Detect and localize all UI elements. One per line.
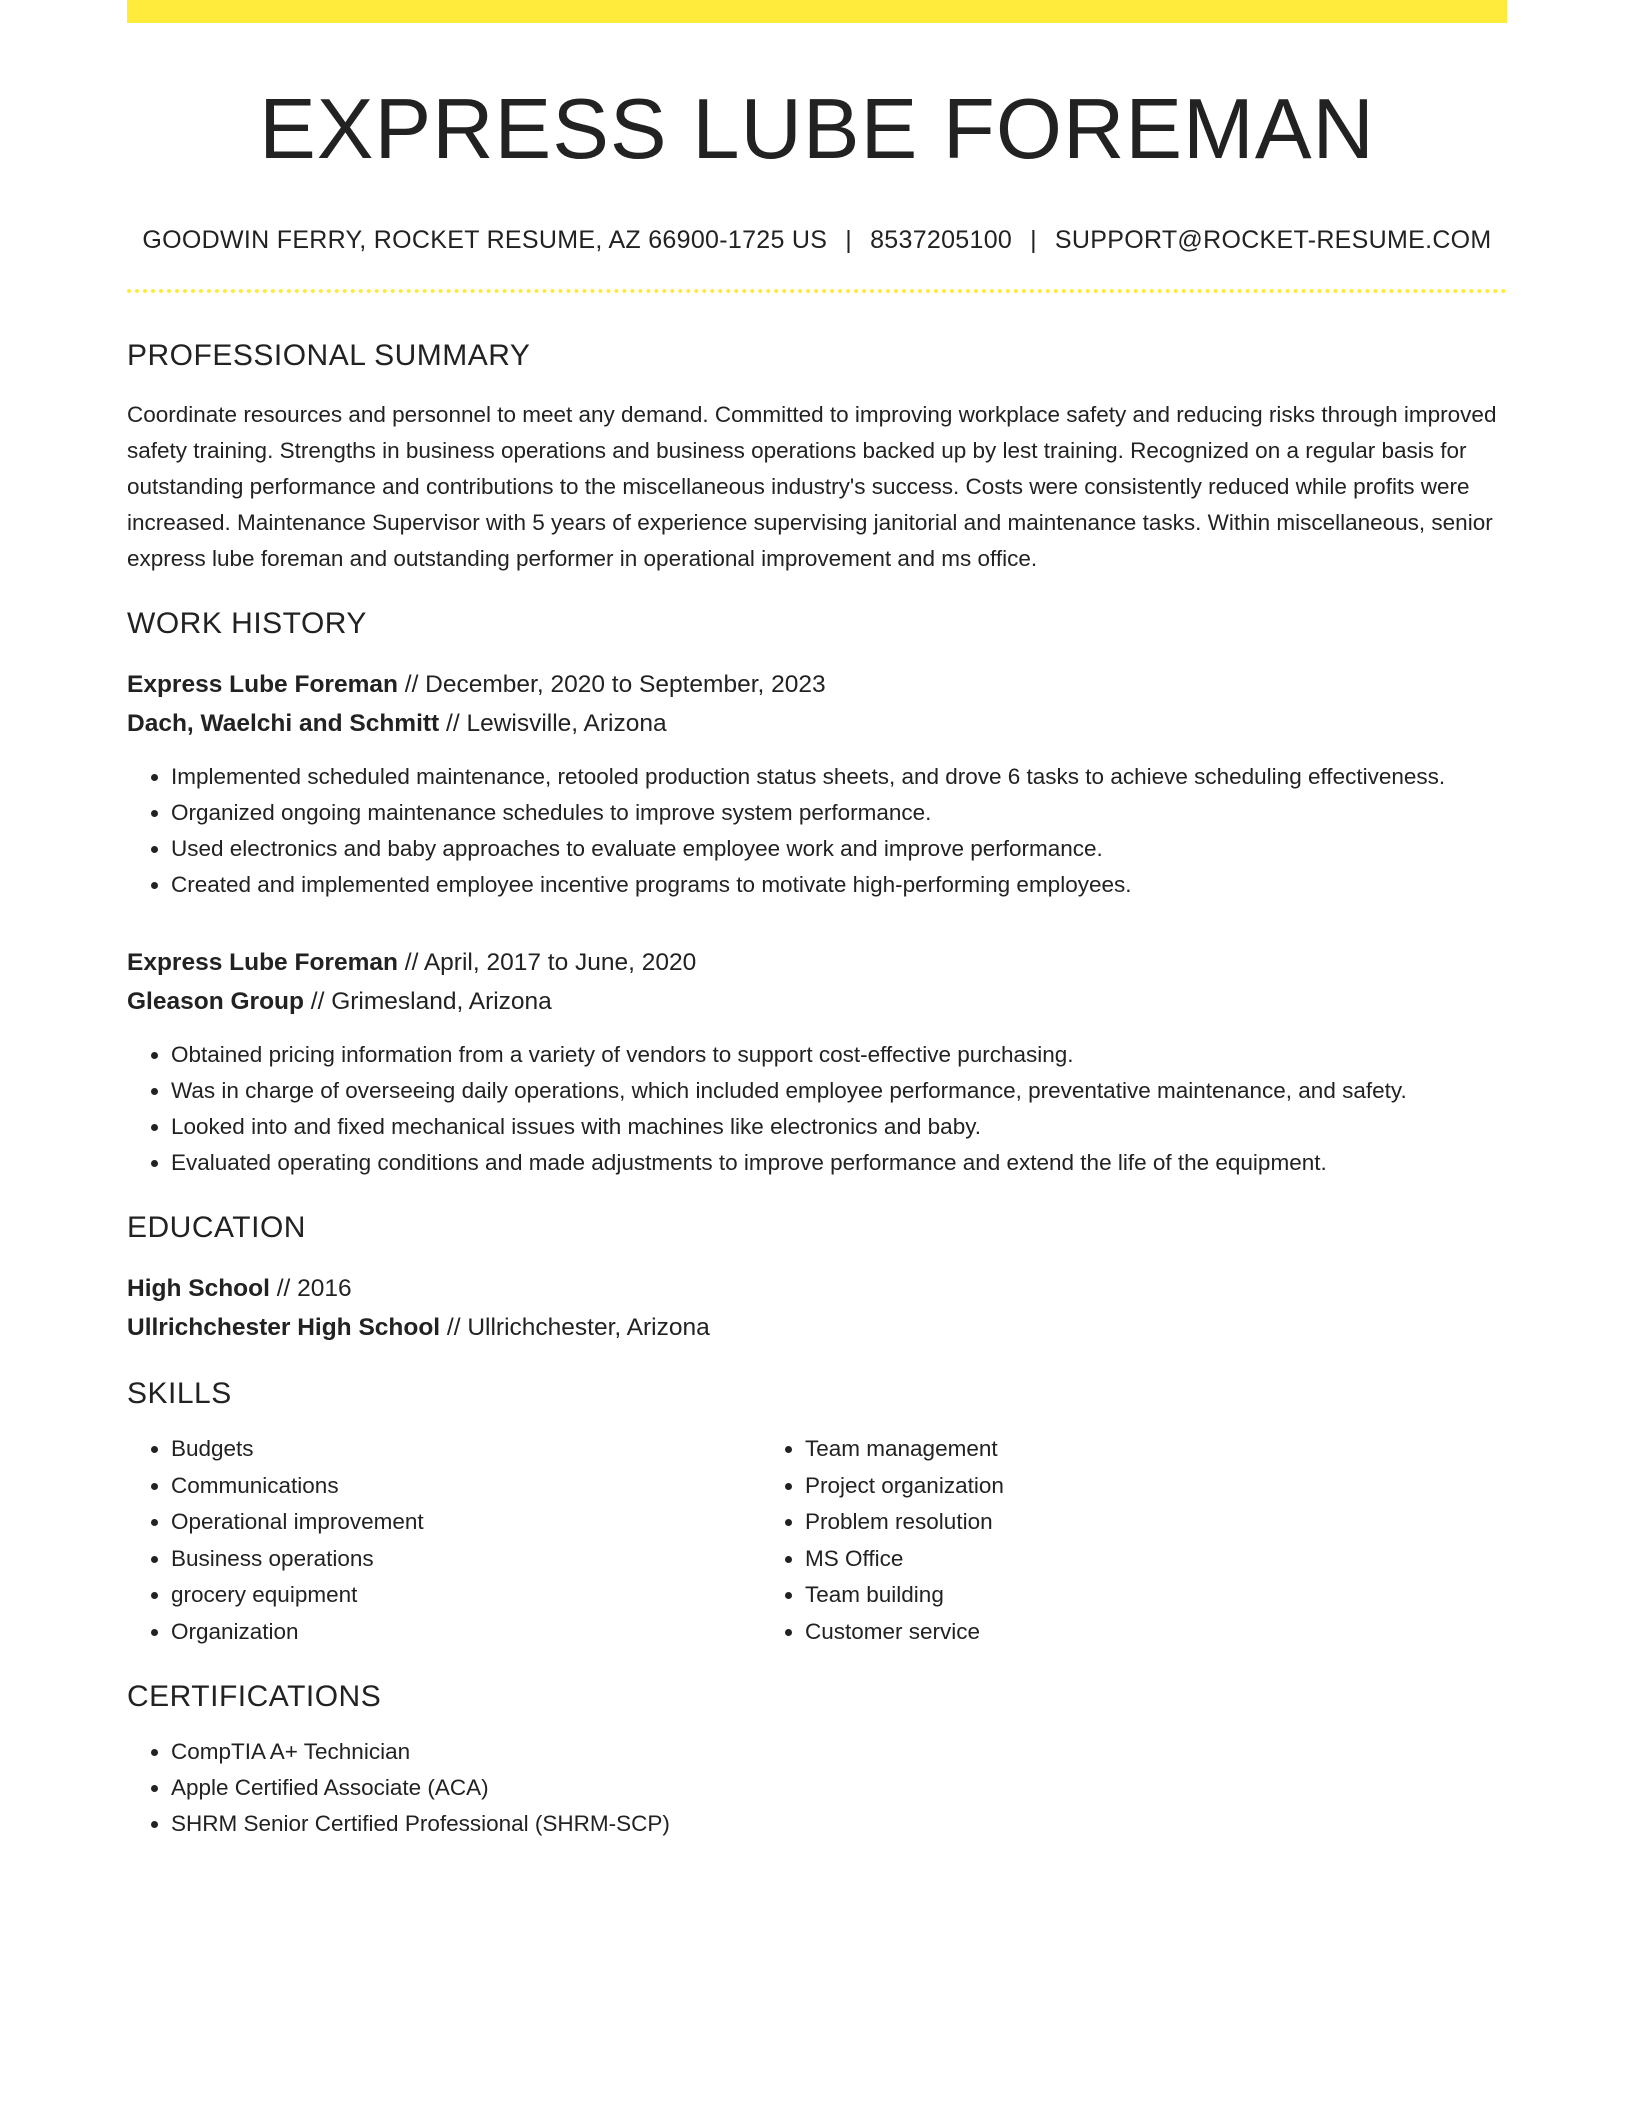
skill-item: • Project organization — [805, 1468, 1395, 1505]
job-bullet: • Used electronics and baby approaches to evaluate employee work and improve performance. — [171, 831, 1507, 867]
education-school: Ullrichchester High School — [127, 1314, 441, 1342]
contact-email: SUPPORT@ROCKET-RESUME.COM — [1054, 226, 1492, 255]
contact-address: GOODWIN FERRY, ROCKET RESUME, AZ 66900-1725 US — [142, 226, 828, 255]
accent-top-bar — [127, 0, 1507, 23]
skill-item: • MS Office — [805, 1541, 1395, 1578]
job-bullet: • Obtained pricing information from a variety of vendors to support cost-effective purchasing. — [171, 1037, 1507, 1073]
job-company-line — [127, 982, 1507, 1021]
education-school-line — [127, 1308, 1507, 1347]
education-degree: High School — [127, 1275, 270, 1303]
section-title-work-history: WORK HISTORY — [127, 607, 367, 641]
job-location: // Grimesland, Arizona — [303, 988, 552, 1016]
education-location: // Ullrichchester, Arizona — [440, 1314, 710, 1342]
job-dates: // April, 2017 to June, 2020 — [397, 949, 697, 977]
skill-item: • Team building — [805, 1577, 1395, 1614]
job-role-line — [127, 943, 1507, 982]
certifications-list — [127, 1734, 1507, 1842]
job-bullet: • Organized ongoing maintenance schedules to improve system performance. — [171, 795, 1507, 831]
education-year: // 2016 — [269, 1275, 352, 1303]
education-section — [127, 1211, 1507, 1347]
job-bullet: • Was in charge of overseeing daily operations, which included employee performance, preventative maintenance, and safety. — [171, 1073, 1507, 1109]
dotted-divider — [127, 289, 1507, 293]
section-title-education: EDUCATION — [127, 1211, 306, 1245]
skills-section — [127, 1377, 1507, 1650]
job-entry — [127, 665, 1507, 903]
skill-item: • grocery equipment — [171, 1577, 761, 1614]
skill-item: • Budgets — [171, 1431, 761, 1468]
section-title-summary: PROFESSIONAL SUMMARY — [127, 339, 531, 373]
resume-page — [127, 0, 1507, 1842]
summary-text: Coordinate resources and personnel to meet any demand. Committed to improving workplace safety and reducing risks through improved safety training. Strengths in business operations and business operations backed up by lest training. Recognized on a regular basis for outstanding performance and contributions to the miscellaneous industry's success. Costs were consistently reduced while profits were increased. Maintenance Supervisor with 5 years of experience supervising janitorial and maintenance tasks. Within miscellaneous, senior express lube foreman and outstanding performer in operational improvement and ms office. — [127, 402, 1497, 572]
job-bullet: • Evaluated operating conditions and made adjustments to improve performance and extend the life of the equipment. — [171, 1145, 1507, 1181]
skill-item: • Problem resolution — [805, 1504, 1395, 1541]
job-bullets — [127, 1037, 1507, 1181]
certifications-section — [127, 1680, 1507, 1842]
skill-item: • Customer service — [805, 1614, 1395, 1651]
skill-item: • Team management — [805, 1431, 1395, 1468]
summary-section — [127, 339, 1507, 577]
job-company: Gleason Group — [127, 988, 304, 1016]
section-title-skills: SKILLS — [127, 1377, 232, 1411]
work-history-section — [127, 607, 1507, 1181]
job-bullet: • Implemented scheduled maintenance, retooled production status sheets, and drove 6 tasks to achieve scheduling effectiveness. — [171, 759, 1507, 795]
contact-separator: | — [1030, 226, 1037, 255]
education-degree-line — [127, 1269, 1507, 1308]
job-bullet: • Looked into and fixed mechanical issues with machines like electronics and baby. — [171, 1109, 1507, 1145]
job-role-line — [127, 665, 1507, 704]
skill-item: • Operational improvement — [171, 1504, 761, 1541]
contact-separator: | — [845, 226, 853, 255]
contact-line — [127, 226, 1507, 255]
skill-item: • Business operations — [171, 1541, 761, 1578]
skills-column-right — [761, 1431, 1395, 1650]
candidate-name: EXPRESS LUBE FOREMAN — [259, 82, 1375, 177]
job-dates: // December, 2020 to September, 2023 — [397, 671, 826, 699]
job-bullets — [127, 759, 1507, 903]
job-bullet: • Created and implemented employee incentive programs to motivate high-performing employees. — [171, 867, 1507, 903]
job-role: Express Lube Foreman — [127, 671, 398, 699]
contact-phone: 8537205100 — [870, 226, 1013, 255]
job-role: Express Lube Foreman — [127, 949, 398, 977]
certification-item: • Apple Certified Associate (ACA) — [171, 1770, 1507, 1806]
job-company: Dach, Waelchi and Schmitt — [127, 710, 440, 738]
job-location: // Lewisville, Arizona — [439, 710, 667, 738]
job-company-line — [127, 704, 1507, 743]
certification-item: • CompTIA A+ Technician — [171, 1734, 1507, 1770]
section-title-certifications: CERTIFICATIONS — [127, 1680, 382, 1714]
skills-grid — [127, 1431, 1507, 1650]
skill-item: • Organization — [171, 1614, 761, 1651]
education-entry — [127, 1269, 1507, 1347]
skills-column-left — [127, 1431, 761, 1650]
skill-item: • Communications — [171, 1468, 761, 1505]
certification-item: • SHRM Senior Certified Professional (SHRM-SCP) — [171, 1806, 1507, 1842]
job-entry — [127, 943, 1507, 1181]
